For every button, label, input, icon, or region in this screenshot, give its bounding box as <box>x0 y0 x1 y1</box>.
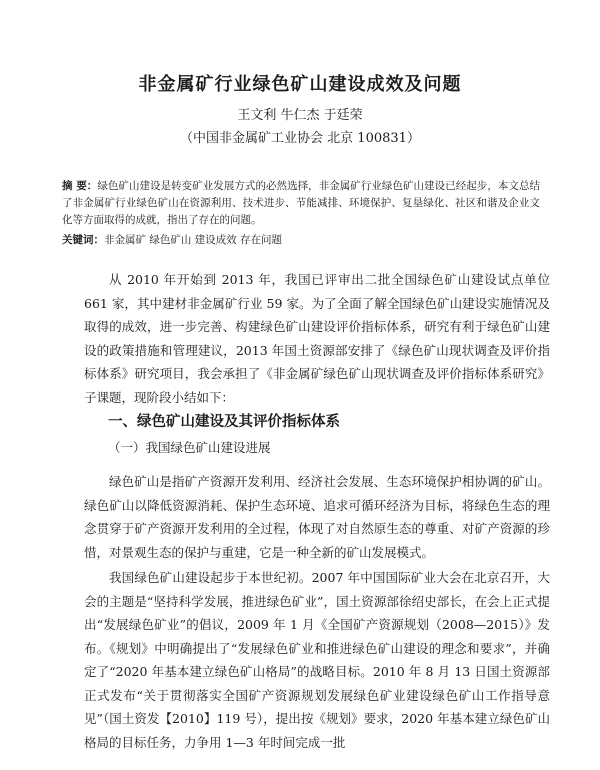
subsection-heading-1: （一）我国绿色矿山建设进展 <box>108 440 271 455</box>
abstract-text: 绿色矿山建设是转变矿业发展方式的必然选择，非金属矿行业绿色矿山建设已经起步，本文总结了非金属矿行业绿色矿山在资源利用、技术进步、节能减排、环境保护、复垦绿化、社区和谐及企业文化等方面取得的成就，指出了存在的问题。 <box>62 180 541 226</box>
body-paragraph-1: 从 2010 年开始到 2013 年，我国已评审出二批全国绿色矿山建设试点单位 661 家，其中建材非金属矿行业 59 家。为了全面了解全国绿色矿山建设实施情况及取得的成效，进一步完善、构建绿色矿山建设评价指标体系，研究有利于绿色矿山建设的政策措施和管理建议，2013 年国土资源部安排了《绿色矿山现状调查及评价指标体系》研究项目，我会承担了《非金属矿绿色矿山现状调查及评价指标体系研究》子课题，现阶段小结如下： <box>84 272 550 405</box>
keywords-label: 关键词： <box>62 234 104 246</box>
authors: 王文利 牛仁杰 于廷荣 <box>237 108 363 123</box>
section-heading-1: 一、绿色矿山建设及其评价指标体系 <box>108 414 340 430</box>
keywords <box>62 232 540 249</box>
affiliation: （中国非金属矿工业协会 北京 100831） <box>180 131 420 146</box>
body-paragraph-3: 我国绿色矿山建设起步于本世纪初。2007 年中国国际矿业大会在北京召开，大会的主题是“坚持科学发展，推进绿色矿业”，国土资源部徐绍史部长，在会上正式提出“发展绿色矿业”的倡议，2009 年 1 月《全国矿产资源规划（2008—2015）》发布。《规划》中明确提出了“发展绿色矿业和推进绿色矿山建设的理念和要求”，并确定了“2020 年基本建立绿色矿山格局”的战略目标。2010 年 8 月 13 日国土资源部正式发布“关于贯彻落实全国矿产资源规划发展绿色矿业建设绿色矿山工作指导意见”（国土资发【2010】119 号），提出按《规划》要求，2020 年基本建立绿色矿山格局的目标任务，力争用 1—3 年时间完成一批 <box>84 570 550 750</box>
abstract-label: 摘 要： <box>62 180 98 192</box>
keywords-text: 非金属矿 绿色矿山 建设成效 存在问题 <box>104 234 283 246</box>
body-paragraph-2: 绿色矿山是指矿产资源开发利用、经济社会发展、生态环境保护相协调的矿山。绿色矿山以降低资源消耗、保护生态环境、追求可循环经济为目标，将绿色生态的理念贯穿于矿产资源开发利用的全过程，体现了对自然原生态的尊重、对矿产资源的珍惜，对景观生态的保护与重建，它是一种全新的矿山发展模式。 <box>84 474 550 560</box>
abstract <box>62 178 540 229</box>
paper-title: 非金属矿行业绿色矿山建设成效及问题 <box>138 74 462 95</box>
